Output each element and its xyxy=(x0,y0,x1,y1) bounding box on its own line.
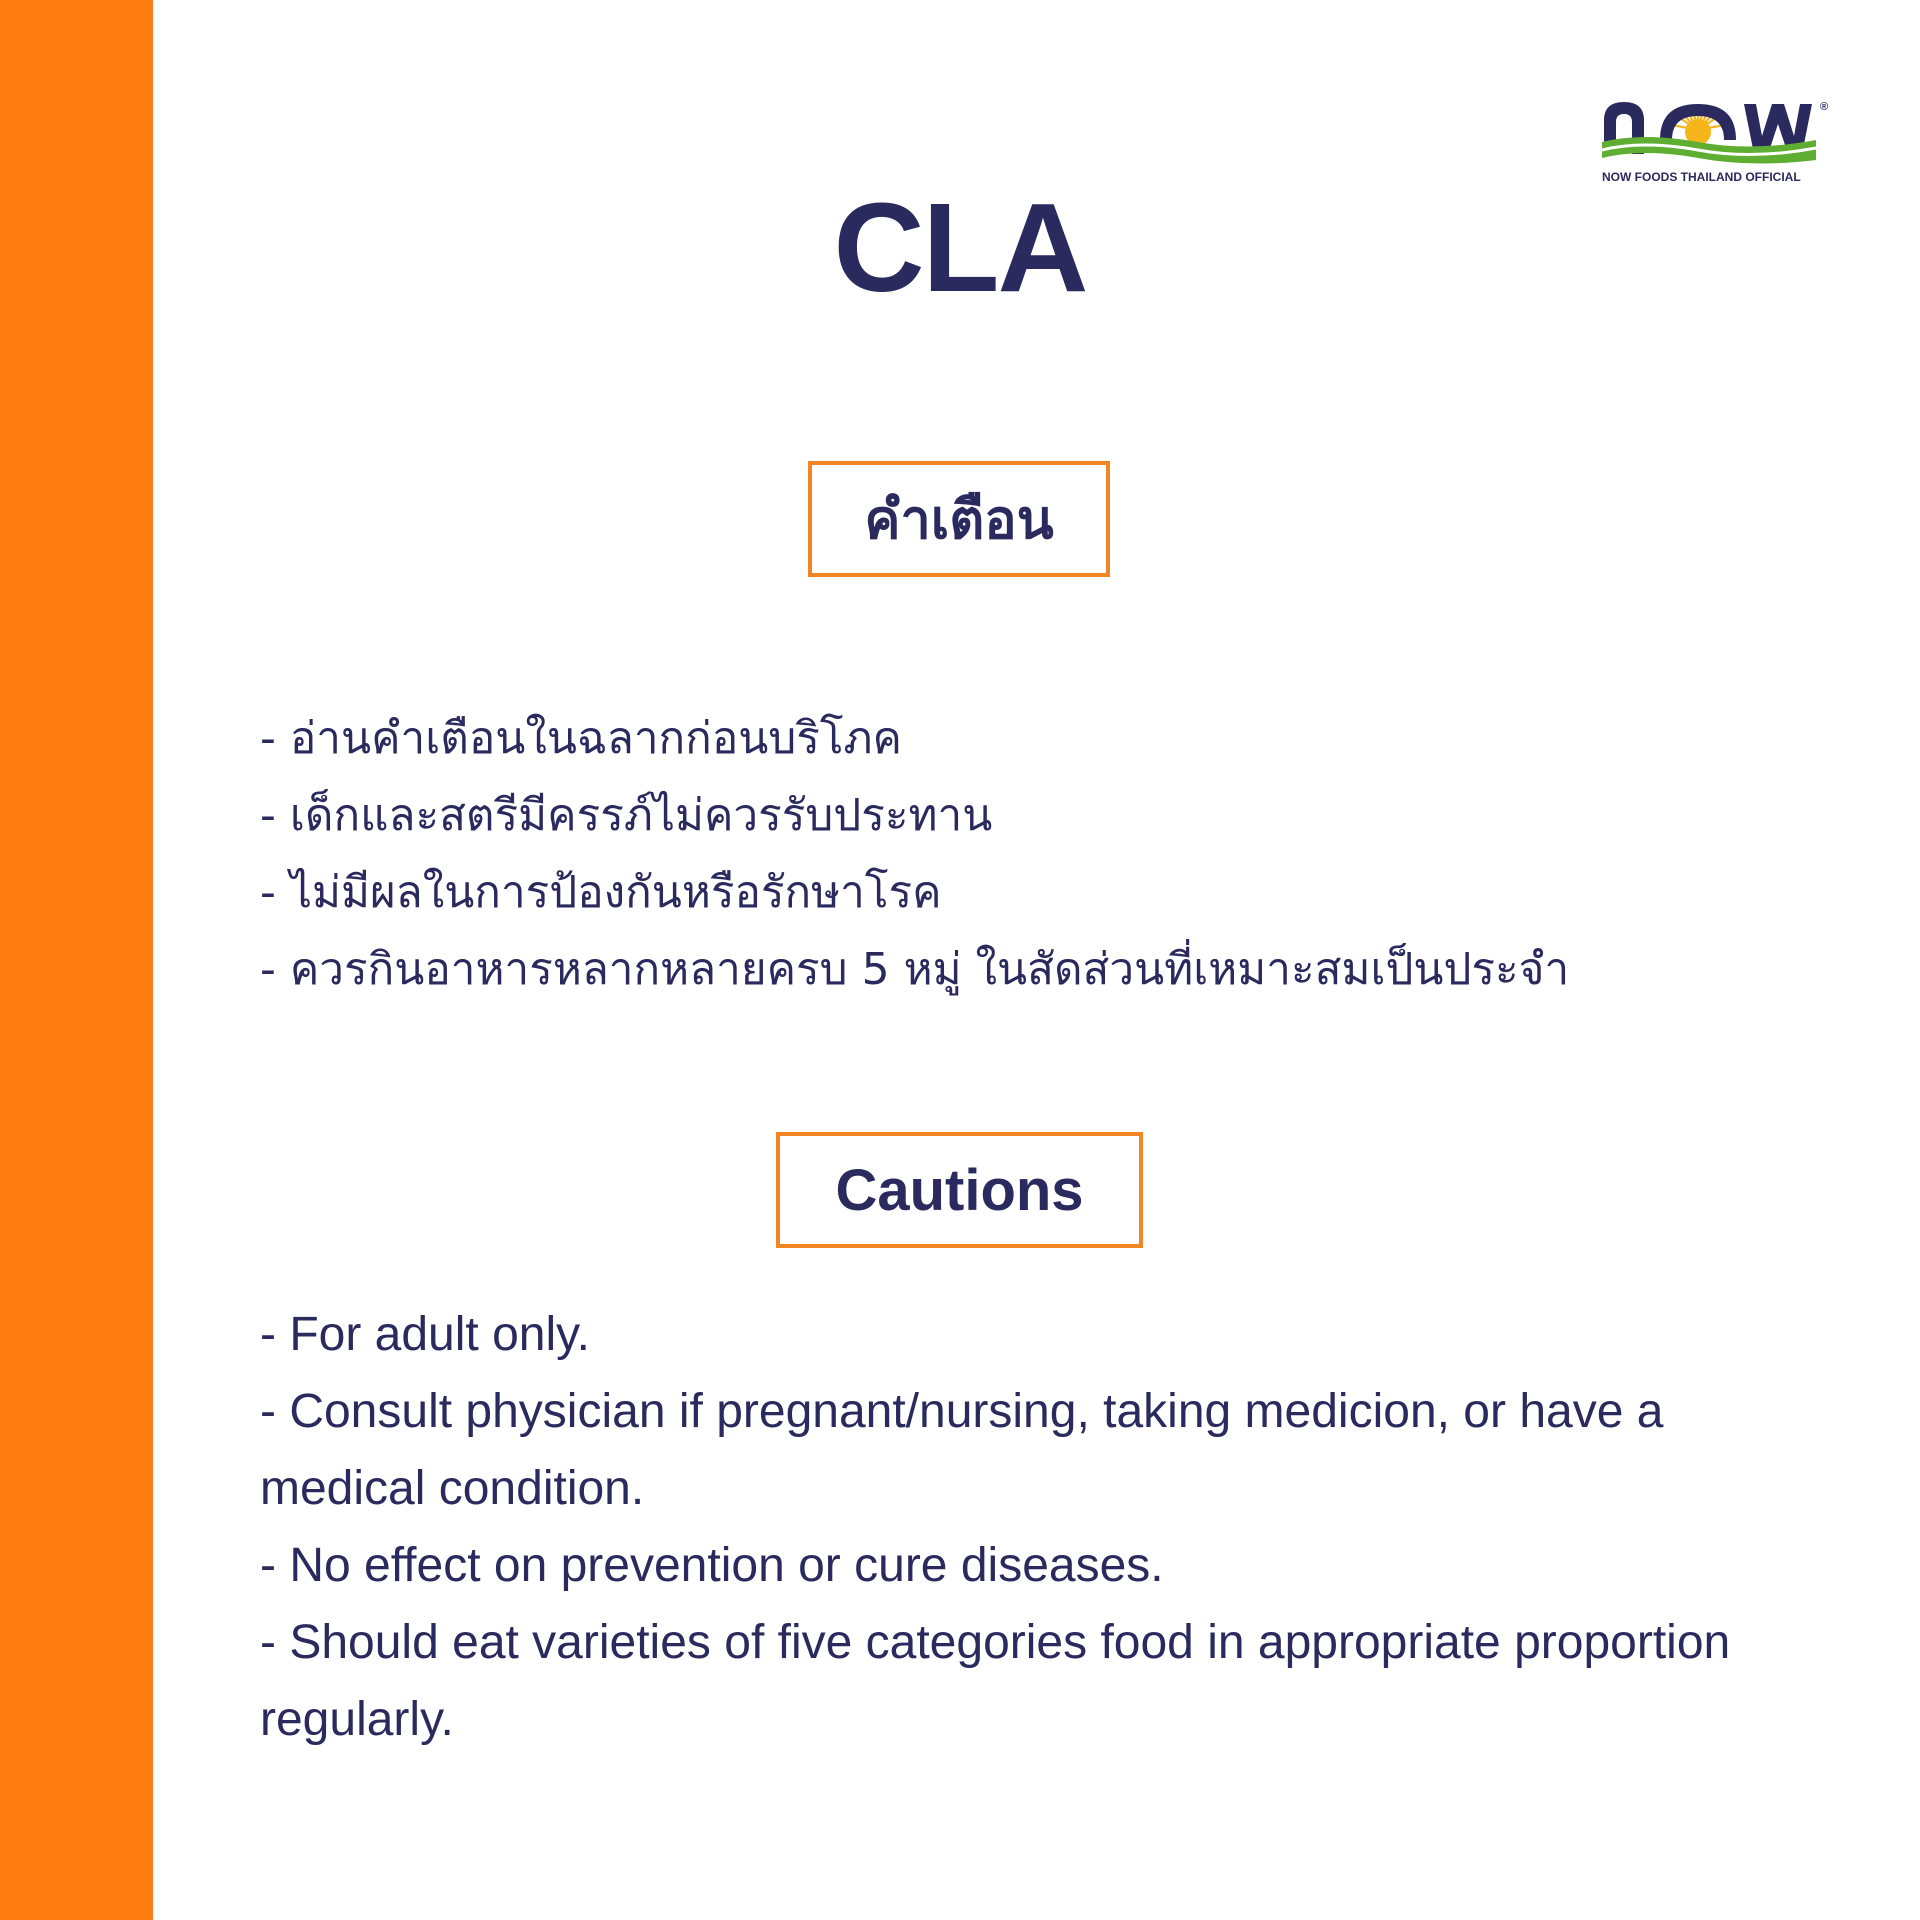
list-item: - อ่านคำเตือนในฉลากก่อนบริโภค xyxy=(260,713,902,764)
warning-heading-box xyxy=(808,461,1110,577)
list-item: - Should eat varieties of five categories food in appropriate proportion regularly. xyxy=(260,1616,1731,1746)
brand-logo xyxy=(1602,96,1834,188)
list-item: - ควรกินอาหารหลากหลายครบ 5 หมู่ ในสัดส่วนที่เหมาะสมเป็นประจำ xyxy=(260,944,1570,995)
list-item: - No effect on prevention or cure diseases. xyxy=(260,1539,1164,1592)
page-title: CLA xyxy=(833,177,1087,318)
list-item: - For adult only. xyxy=(260,1308,590,1361)
list-item: - ไม่มีผลในการป้องกันหรือรักษาโรค xyxy=(260,867,942,918)
list-item: - Consult physician if pregnant/nursing, taking medicion, or have a medical condition. xyxy=(260,1385,1664,1515)
logo-caption: NOW FOODS THAILAND OFFICIAL xyxy=(1602,170,1801,184)
warning-list xyxy=(260,700,1780,1008)
now-foods-logo-mark xyxy=(1602,96,1834,168)
caution-list xyxy=(260,1296,1790,1758)
list-item: - เด็กและสตรีมีครรภ์ไม่ควรรับประทาน xyxy=(260,790,993,841)
caution-heading-box xyxy=(776,1132,1143,1248)
warning-heading: คำเตือน xyxy=(864,488,1054,551)
caution-heading: Cautions xyxy=(835,1157,1084,1223)
registered-mark: ® xyxy=(1820,101,1829,113)
